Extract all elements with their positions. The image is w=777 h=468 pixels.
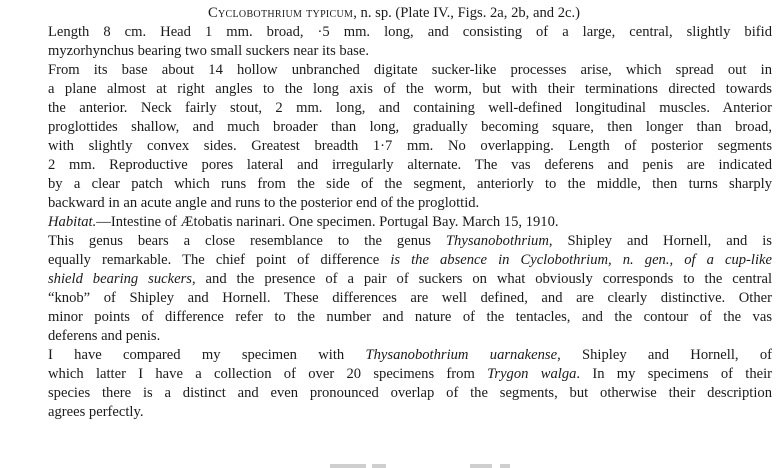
text-line: myzorhynchus bearing two small suckers near its base. [48,43,369,59]
text-fragment: . In my specimens of their [576,366,773,382]
text-line [10,365,772,384]
next-line-fragment [0,462,762,468]
text-line: deferens and penis. [48,328,161,344]
habitat-text: —Intestine of Ætobatis narinari. One specimen. Portugal Bay. March 15, 1910. [96,214,559,230]
species-name: Thysanobothrium uarnakense [365,347,558,363]
text-line [10,251,772,270]
text-line: 2 mm. Reproductive pores lateral and irregularly alternate. The vas deferens and penis are indicated [48,157,772,173]
description-paragraph-2 [10,61,772,213]
text-line [10,346,772,365]
text-fragment: I have compared my specimen with [48,347,366,363]
emphasis-text: is the absence in Cyclobothrium, n. gen., of a cup-like [390,252,772,268]
habitat-label: Habitat. [48,214,97,230]
text-line: “knob” of Shipley and Hornell. These differences are well defined, and are clearly distinctive. Other [48,290,772,306]
text-line: From its base about 14 hollow unbranched digitate sucker-like processes arise, which spread out in [48,62,772,78]
text-line: Length 8 cm. Head 1 mm. broad, ·5 mm. long, and consisting of a large, central, slightly bifid [48,24,772,40]
description-paragraph-1 [10,23,772,61]
text-fragment: equally remarkable. The chief point of difference [48,252,391,268]
text-fragment: , Shipley and Hornell, of [557,347,772,363]
text-line: backward in an acute angle and runs to the posterior end of the proglottid. [48,195,480,211]
document-page [10,4,772,422]
text-fragment: This genus bears a close resemblance to the genus [48,233,446,249]
text-line [10,270,772,289]
text-line [10,232,772,251]
ink-fragment [470,464,492,468]
text-fragment: which latter I have a collection of over 20 specimens from [48,366,488,382]
species-name: Cyclobothrium typicum [208,5,354,21]
text-line: proglottides shallow, and much broader than long, gradually becoming square, then longer than broad, [48,119,772,135]
genus-name: Thysanobothrium [445,233,549,249]
ink-fragment [330,464,366,468]
ink-fragment [500,464,510,468]
text-line [10,213,772,232]
text-line: minor points of difference refer to the number and nature of the tentacles, and the contour of the vas [48,309,772,325]
text-line: species there is a distinct and even pronounced overlap of the segments, but otherwise their description [48,385,772,401]
text-line: by a clear patch which runs from the side of the segment, anteriorly to the middle, then turns sharply [48,176,772,192]
text-line: the anterior. Neck fairly stout, 2 mm. long, and containing well-defined longitudinal muscles. Anterior [48,100,772,116]
species-heading [10,4,772,23]
heading-rest: , n. sp. (Plate IV., Figs. 2a, 2b, and 2c.) [353,5,580,21]
species-name: Trygon walga [487,366,577,382]
text-line: agrees perfectly. [48,404,144,420]
ink-fragment [372,464,386,468]
comparison-paragraph [10,232,772,346]
text-line: a plane almost at right angles to the long axis of the worm, but with their terminations directed towards [48,81,772,97]
specimen-paragraph [10,346,772,422]
text-fragment: , and the presence of a pair of suckers on what obviously corresponds to the central [191,271,772,287]
text-line: with slightly convex sides. Greatest breadth 1·7 mm. No overlapping. Length of posterior segments [48,138,772,154]
emphasis-text: shield bearing suckers [48,271,192,287]
habitat-paragraph [10,213,772,232]
text-fragment: , Shipley and Hornell, and is [548,233,772,249]
